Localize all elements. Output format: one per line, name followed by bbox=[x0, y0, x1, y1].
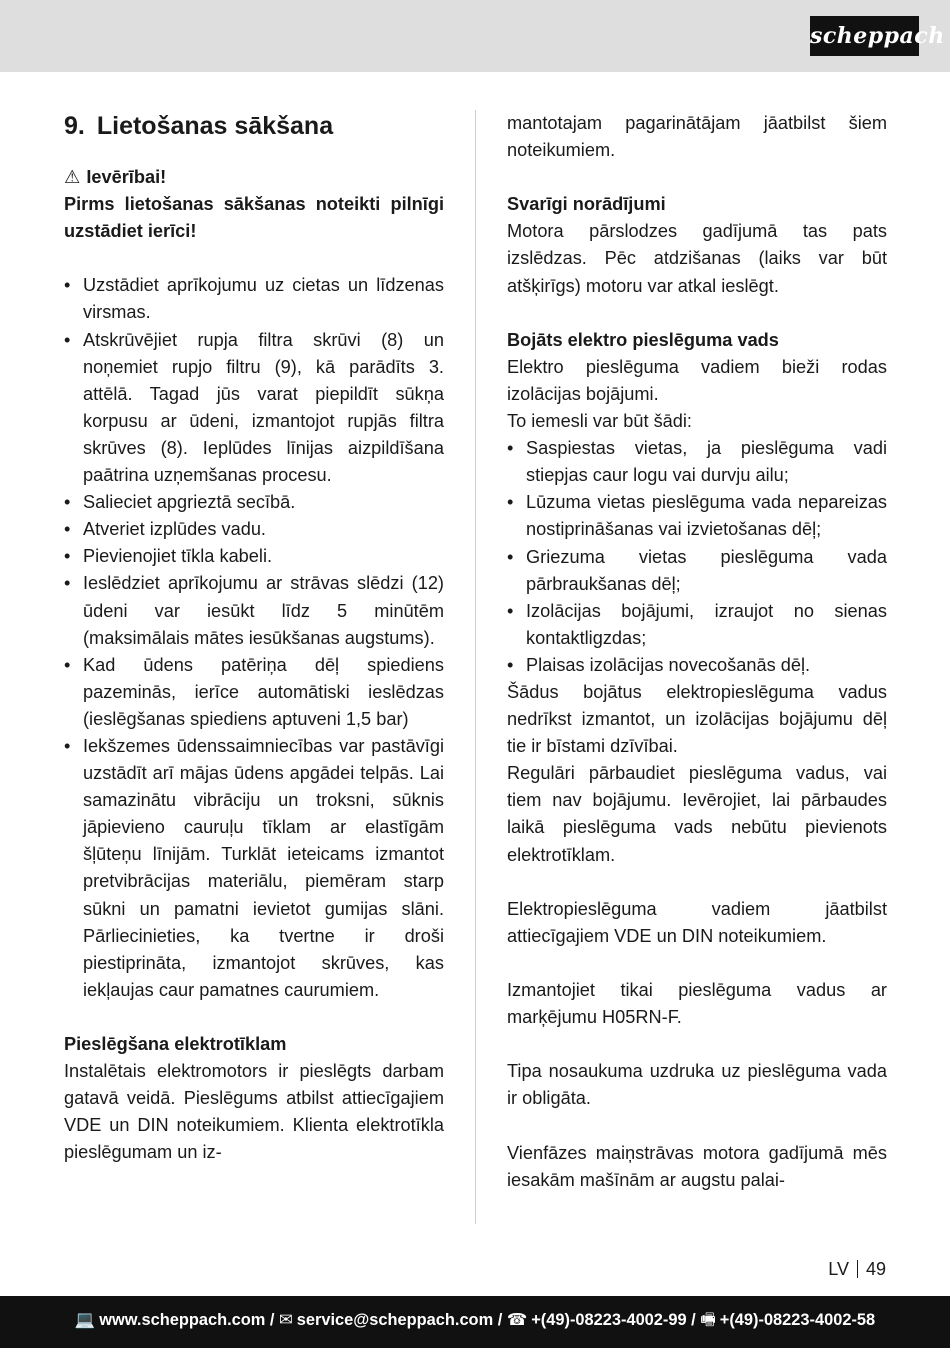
page-lang: LV bbox=[828, 1259, 849, 1279]
computer-icon: 💻 bbox=[74, 1311, 96, 1329]
connection-heading: Pieslēgšana elektrotīklam bbox=[64, 1034, 287, 1054]
list-item: • Atveriet izplūdes vadu. bbox=[64, 519, 266, 540]
list-item: • Saspiestas vietas, ja pieslēguma vadi stiepjas caur logu vai durvju ailu; bbox=[507, 438, 887, 486]
warning-text: Pirms lietošanas sākšanas noteikti pilnīgi uzstādiet ierīci! bbox=[64, 194, 444, 242]
list-item: • Iekšzemes ūdenssaimniecības var pastāvīgi uzstādīt arī mājas ūdens apgādei telpās. Lai samazinātu vibrāciju un troksni, sūknis jāpievieno cauruļu tīklam ar elastīgām šļūteņu līnijām. Turklāt ieteicams izmantot pretvibrācijas materiālu, piemēram starp sūkni un pamatni ievietot gumijas slāni. Pārliecinieties, ka tvertne ir droši piestiprināta, izmantojot skrūves, kas iekļaujas caur pamatnes caurumiem. bbox=[64, 735, 444, 1000]
check-text: Regulāri pārbaudiet pieslēguma vadus, vai tiem nav bojājumu. Ievērojiet, lai pārbaudes laikā pieslēguma vads nebūtu pievienots elektrotīklam. bbox=[507, 763, 887, 865]
damage-warning: Šādus bojātus elektropieslēguma vadus nedrīkst izmantot, un izolācijas bojājumu dēļ tie ir bīstami dzīvībai. bbox=[507, 681, 887, 757]
list-item: • Griezuma vietas pieslēguma vada pārbraukšanas dēļ; bbox=[507, 546, 887, 594]
chapter-heading: Lietošanas sākšana bbox=[96, 112, 334, 140]
footer-fax: +(49)-08223-4002-58 bbox=[719, 1311, 876, 1329]
causes-intro: To iemesli var būt šādi: bbox=[507, 411, 692, 432]
list-item: • Atskrūvējiet rupja filtra skrūvi (8) un noņemiet rupjo filtru (9), kā parādīts 3. attēlā. Tagad jūs varat piepildīt sūkņa korpusu ar ūdeni, izmantojot rupjās filtra skrūves (8). Ieplūdes līnijas aizpildīšana paātrina uzņemšanas procesu. bbox=[64, 329, 444, 486]
brand-logo: scheppach bbox=[810, 16, 919, 56]
list-item: • Kad ūdens patēriņa dēļ spiediens pazeminās, ierīce automātiski ieslēdzas (ieslēgšanas spiediens aptuveni 1,5 bar) bbox=[64, 654, 444, 729]
fax-icon: 🖷 bbox=[700, 1311, 716, 1329]
right-column bbox=[507, 110, 887, 1194]
list-item: • Salieciet apgrieztā secībā. bbox=[64, 492, 296, 513]
setup-steps-list bbox=[64, 272, 444, 1004]
single-phase-text: Vienfāzes maiņstrāvas motora gadījumā mēs iesakām mašīnām ar augstu palai- bbox=[507, 1142, 887, 1190]
footer-email[interactable]: service@scheppach.com / bbox=[296, 1311, 503, 1329]
footer-phone: +(49)-08223-4002-99 / bbox=[531, 1311, 696, 1329]
h05-text: Izmantojiet tikai pieslēguma vadus ar marķējumu H05RN-F. bbox=[507, 980, 887, 1028]
page-number bbox=[790, 1258, 886, 1280]
warning-label-line bbox=[64, 164, 444, 191]
chapter-title bbox=[64, 110, 444, 142]
left-column bbox=[64, 110, 444, 1166]
phone-icon: ☎ bbox=[506, 1311, 528, 1329]
important-heading: Svarīgi norādījumi bbox=[507, 194, 666, 215]
list-item: • Uzstādiet aprīkojumu uz cietas un līdzenas virsmas. bbox=[64, 275, 444, 323]
vde-text: Elektropieslēguma vadiem jāatbilst attiecīgajiem VDE un DIN noteikumiem. bbox=[507, 898, 887, 946]
damaged-intro: Elektro pieslēguma vadiem bieži rodas izolācijas bojājumi. bbox=[507, 356, 887, 404]
type-label-text: Tipa nosaukuma uzdruka uz pieslēguma vada ir obligāta. bbox=[507, 1061, 887, 1109]
header-bar bbox=[0, 0, 950, 72]
list-item: • Pievienojiet tīkla kabeli. bbox=[64, 546, 273, 567]
column-divider bbox=[475, 110, 476, 1224]
page-number-value: 49 bbox=[865, 1259, 886, 1279]
causes-list bbox=[507, 435, 887, 679]
list-item: • Lūzuma vietas pieslēguma vada nepareizas nostiprināšanas vai izvietošanas dēļ; bbox=[507, 492, 887, 540]
footer-web[interactable]: www.scheppach.com / bbox=[99, 1311, 275, 1329]
footer-bar bbox=[0, 1296, 950, 1348]
chapter-number: 9. bbox=[64, 112, 85, 140]
connection-text: Instalētais elektromotors ir pieslēgts darbam gatavā veidā. Pieslēgums atbilst attiecīgajiem VDE un DIN noteikumiem. Klienta elektrotīkla pieslēgumam un iz- bbox=[64, 1061, 444, 1163]
list-item: • Izolācijas bojājumi, izraujot no sienas kontaktligzdas; bbox=[507, 600, 887, 648]
list-item: • Ieslēdziet aprīkojumu ar strāvas slēdzi (12) ūdeni var iesūkt līdz 5 minūtēm (maksimālais mātes iesūkšanas augstums). bbox=[64, 573, 444, 648]
list-item: • Plaisas izolācijas novecošanās dēļ. bbox=[507, 654, 811, 675]
continuation-text: mantotajam pagarinātājam jāatbilst šiem noteikumiem. bbox=[507, 113, 887, 161]
damaged-cable-heading: Bojāts elektro pieslēguma vads bbox=[507, 329, 779, 350]
warning-triangle-icon: ⚠ bbox=[64, 167, 81, 187]
warning-label: Ievērībai! bbox=[86, 167, 167, 187]
page-separator bbox=[857, 1260, 858, 1278]
email-icon: ✉ bbox=[279, 1311, 293, 1329]
important-text: Motora pārslodzes gadījumā tas pats izslēdzas. Pēc atdzišanas (laiks var būt atšķirīgs) motoru var atkal ieslēgt. bbox=[507, 221, 887, 296]
